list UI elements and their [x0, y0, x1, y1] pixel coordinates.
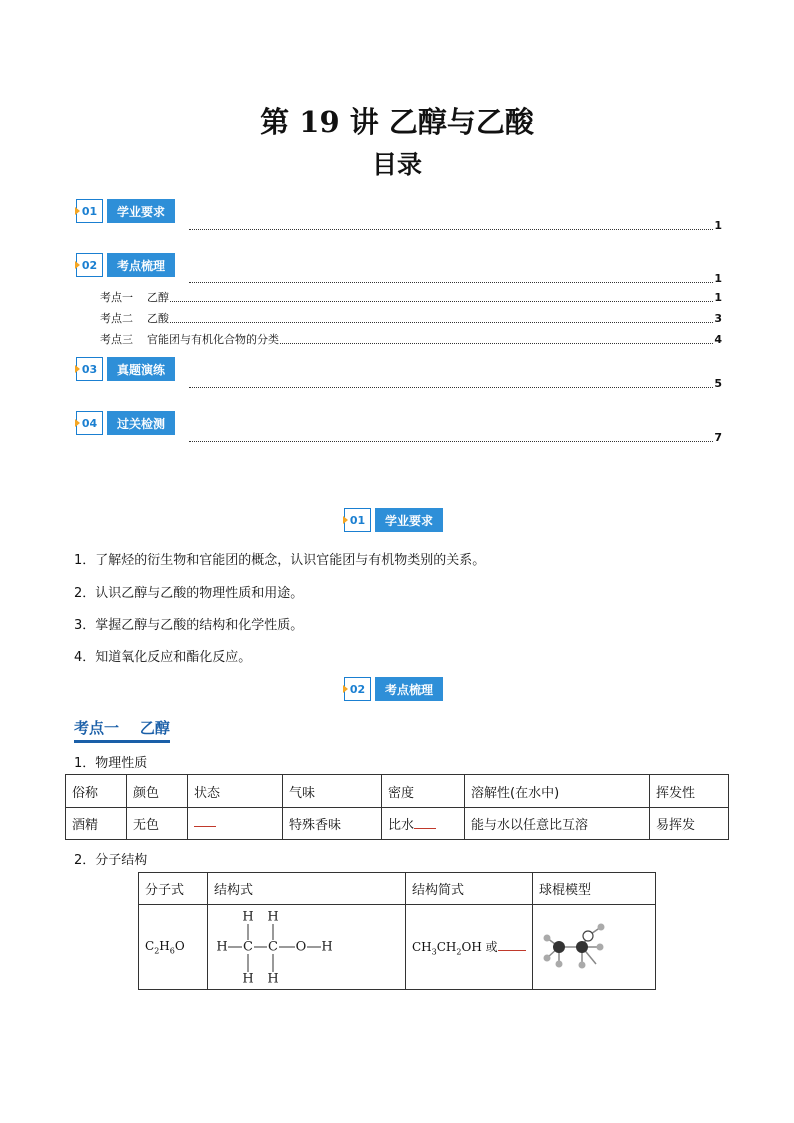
carbon-ball: [576, 941, 588, 953]
structural-formula-cell: [208, 905, 406, 990]
section-badge-01: [344, 508, 443, 532]
hydrogen-ball: [544, 955, 551, 962]
badge-number: 01: [76, 199, 103, 223]
hydrogen-ball: [597, 944, 604, 951]
requirement-4: 4．知道氧化反应和酯化反应。: [74, 650, 252, 665]
toc-dots: [280, 343, 713, 344]
toc-page: 3: [714, 312, 722, 325]
ball-stick-cell: [533, 905, 656, 990]
atom-h: H: [267, 909, 279, 925]
toc-entry-kaodian1[interactable]: [100, 292, 722, 304]
toc-entry-01[interactable]: [188, 220, 722, 232]
badge-number: 04: [76, 411, 103, 435]
badge-label: 考点梳理: [107, 253, 175, 277]
atom-c: C: [268, 939, 278, 955]
table-header-row: [66, 775, 729, 808]
table-cell: 特殊香味: [283, 808, 382, 840]
table-cell: 酒精: [66, 808, 127, 840]
structure-heading: 2．分子结构: [74, 853, 148, 868]
toc-entry-04[interactable]: [188, 432, 722, 444]
toc-dots: [170, 301, 713, 302]
toc-dots: [170, 322, 713, 323]
hydrogen-ball: [579, 962, 586, 969]
hydrogen-ball: [556, 961, 563, 968]
badge-number: 03: [76, 357, 103, 381]
toc-dots: [189, 229, 713, 230]
table-cell-blank[interactable]: [188, 808, 283, 840]
physical-table: [65, 774, 729, 840]
table-header: 球棍模型: [533, 873, 656, 905]
table-row: [139, 905, 656, 990]
table-header: 挥发性: [650, 775, 729, 808]
atom-c: C: [243, 939, 253, 955]
requirement-2: 2．认识乙醇与乙酸的物理性质和用途。: [74, 586, 304, 601]
badge-number: 02: [344, 677, 371, 701]
toc-page: 1: [714, 219, 722, 232]
atom-o: O: [295, 939, 307, 955]
toc-entry-kaodian3[interactable]: [100, 334, 722, 346]
toc-entry-03[interactable]: [188, 378, 722, 390]
badge-label: 过关检测: [107, 411, 175, 435]
table-header: 气味: [283, 775, 382, 808]
toc-item-label: 考点三 官能团与有机化合物的分类: [100, 333, 279, 346]
table-header: 溶解性(在水中): [465, 775, 650, 808]
page-title: 第 19 讲 乙醇与乙酸: [260, 105, 534, 139]
badge-number: 02: [76, 253, 103, 277]
toc-page: 1: [714, 272, 722, 285]
requirement-1: 1．了解烃的衍生物和官能团的概念，认识官能团与有机物类别的关系。: [74, 553, 486, 568]
table-header: 分子式: [139, 873, 208, 905]
table-cell: 能与水以任意比互溶: [465, 808, 650, 840]
hydrogen-ball: [598, 924, 605, 931]
table-cell: 无色: [127, 808, 188, 840]
table-header: 密度: [382, 775, 465, 808]
simple-formula: $CH_3CH_2OH$ 或: [406, 905, 533, 990]
toc-page: 1: [714, 291, 722, 304]
toc-entry-02[interactable]: [188, 273, 722, 285]
toc-dots: [189, 441, 713, 442]
structural-formula: [208, 905, 405, 989]
toc-dots: [189, 282, 713, 283]
atom-h: H: [242, 909, 254, 925]
table-row: [66, 808, 729, 840]
requirement-3: 3．掌握乙醇与乙酸的结构和化学性质。: [74, 618, 304, 633]
toc-badge-01[interactable]: [76, 199, 175, 223]
atom-h: H: [242, 971, 254, 987]
fill-blank[interactable]: [498, 940, 526, 951]
molecular-formula: $C_2H_6O$: [139, 905, 208, 990]
oxygen-ball: [583, 931, 593, 941]
table-cell: 易挥发: [650, 808, 729, 840]
hydrogen-ball: [544, 935, 551, 942]
toc-badge-03[interactable]: [76, 357, 175, 381]
table-header: 状态: [188, 775, 283, 808]
badge-label: 学业要求: [375, 508, 443, 532]
table-header: 结构简式: [406, 873, 533, 905]
kaodian-underline: [74, 740, 170, 743]
toc-badge-04[interactable]: [76, 411, 175, 435]
table-header: 结构式: [208, 873, 406, 905]
badge-number: 01: [344, 508, 371, 532]
toc-page: 7: [714, 431, 722, 444]
table-header: 俗称: [66, 775, 127, 808]
section-badge-02: [344, 677, 443, 701]
atom-h: H: [267, 971, 279, 987]
kaodian-title: 考点一 乙醇: [74, 719, 170, 737]
structure-table: [138, 872, 656, 990]
carbon-ball: [553, 941, 565, 953]
toc-item-label: 考点一 乙醇: [100, 291, 169, 304]
atom-h: H: [216, 939, 228, 955]
ball-stick-model: [533, 905, 653, 989]
physical-heading: 1．物理性质: [74, 756, 148, 771]
table-cell: 比水: [382, 808, 465, 840]
toc-entry-kaodian2[interactable]: [100, 313, 722, 325]
fill-blank[interactable]: [414, 818, 436, 829]
badge-label: 真题演练: [107, 357, 175, 381]
toc-dots: [189, 387, 713, 388]
toc-badge-02[interactable]: [76, 253, 175, 277]
badge-label: 考点梳理: [375, 677, 443, 701]
toc-item-label: 考点二 乙酸: [100, 312, 169, 325]
table-header-row: [139, 873, 656, 905]
table-header: 颜色: [127, 775, 188, 808]
toc-page: 5: [714, 377, 722, 390]
badge-label: 学业要求: [107, 199, 175, 223]
toc-heading: 目录: [371, 150, 422, 179]
fill-blank[interactable]: [194, 816, 216, 827]
atom-h: H: [321, 939, 333, 955]
toc-page: 4: [714, 333, 722, 346]
